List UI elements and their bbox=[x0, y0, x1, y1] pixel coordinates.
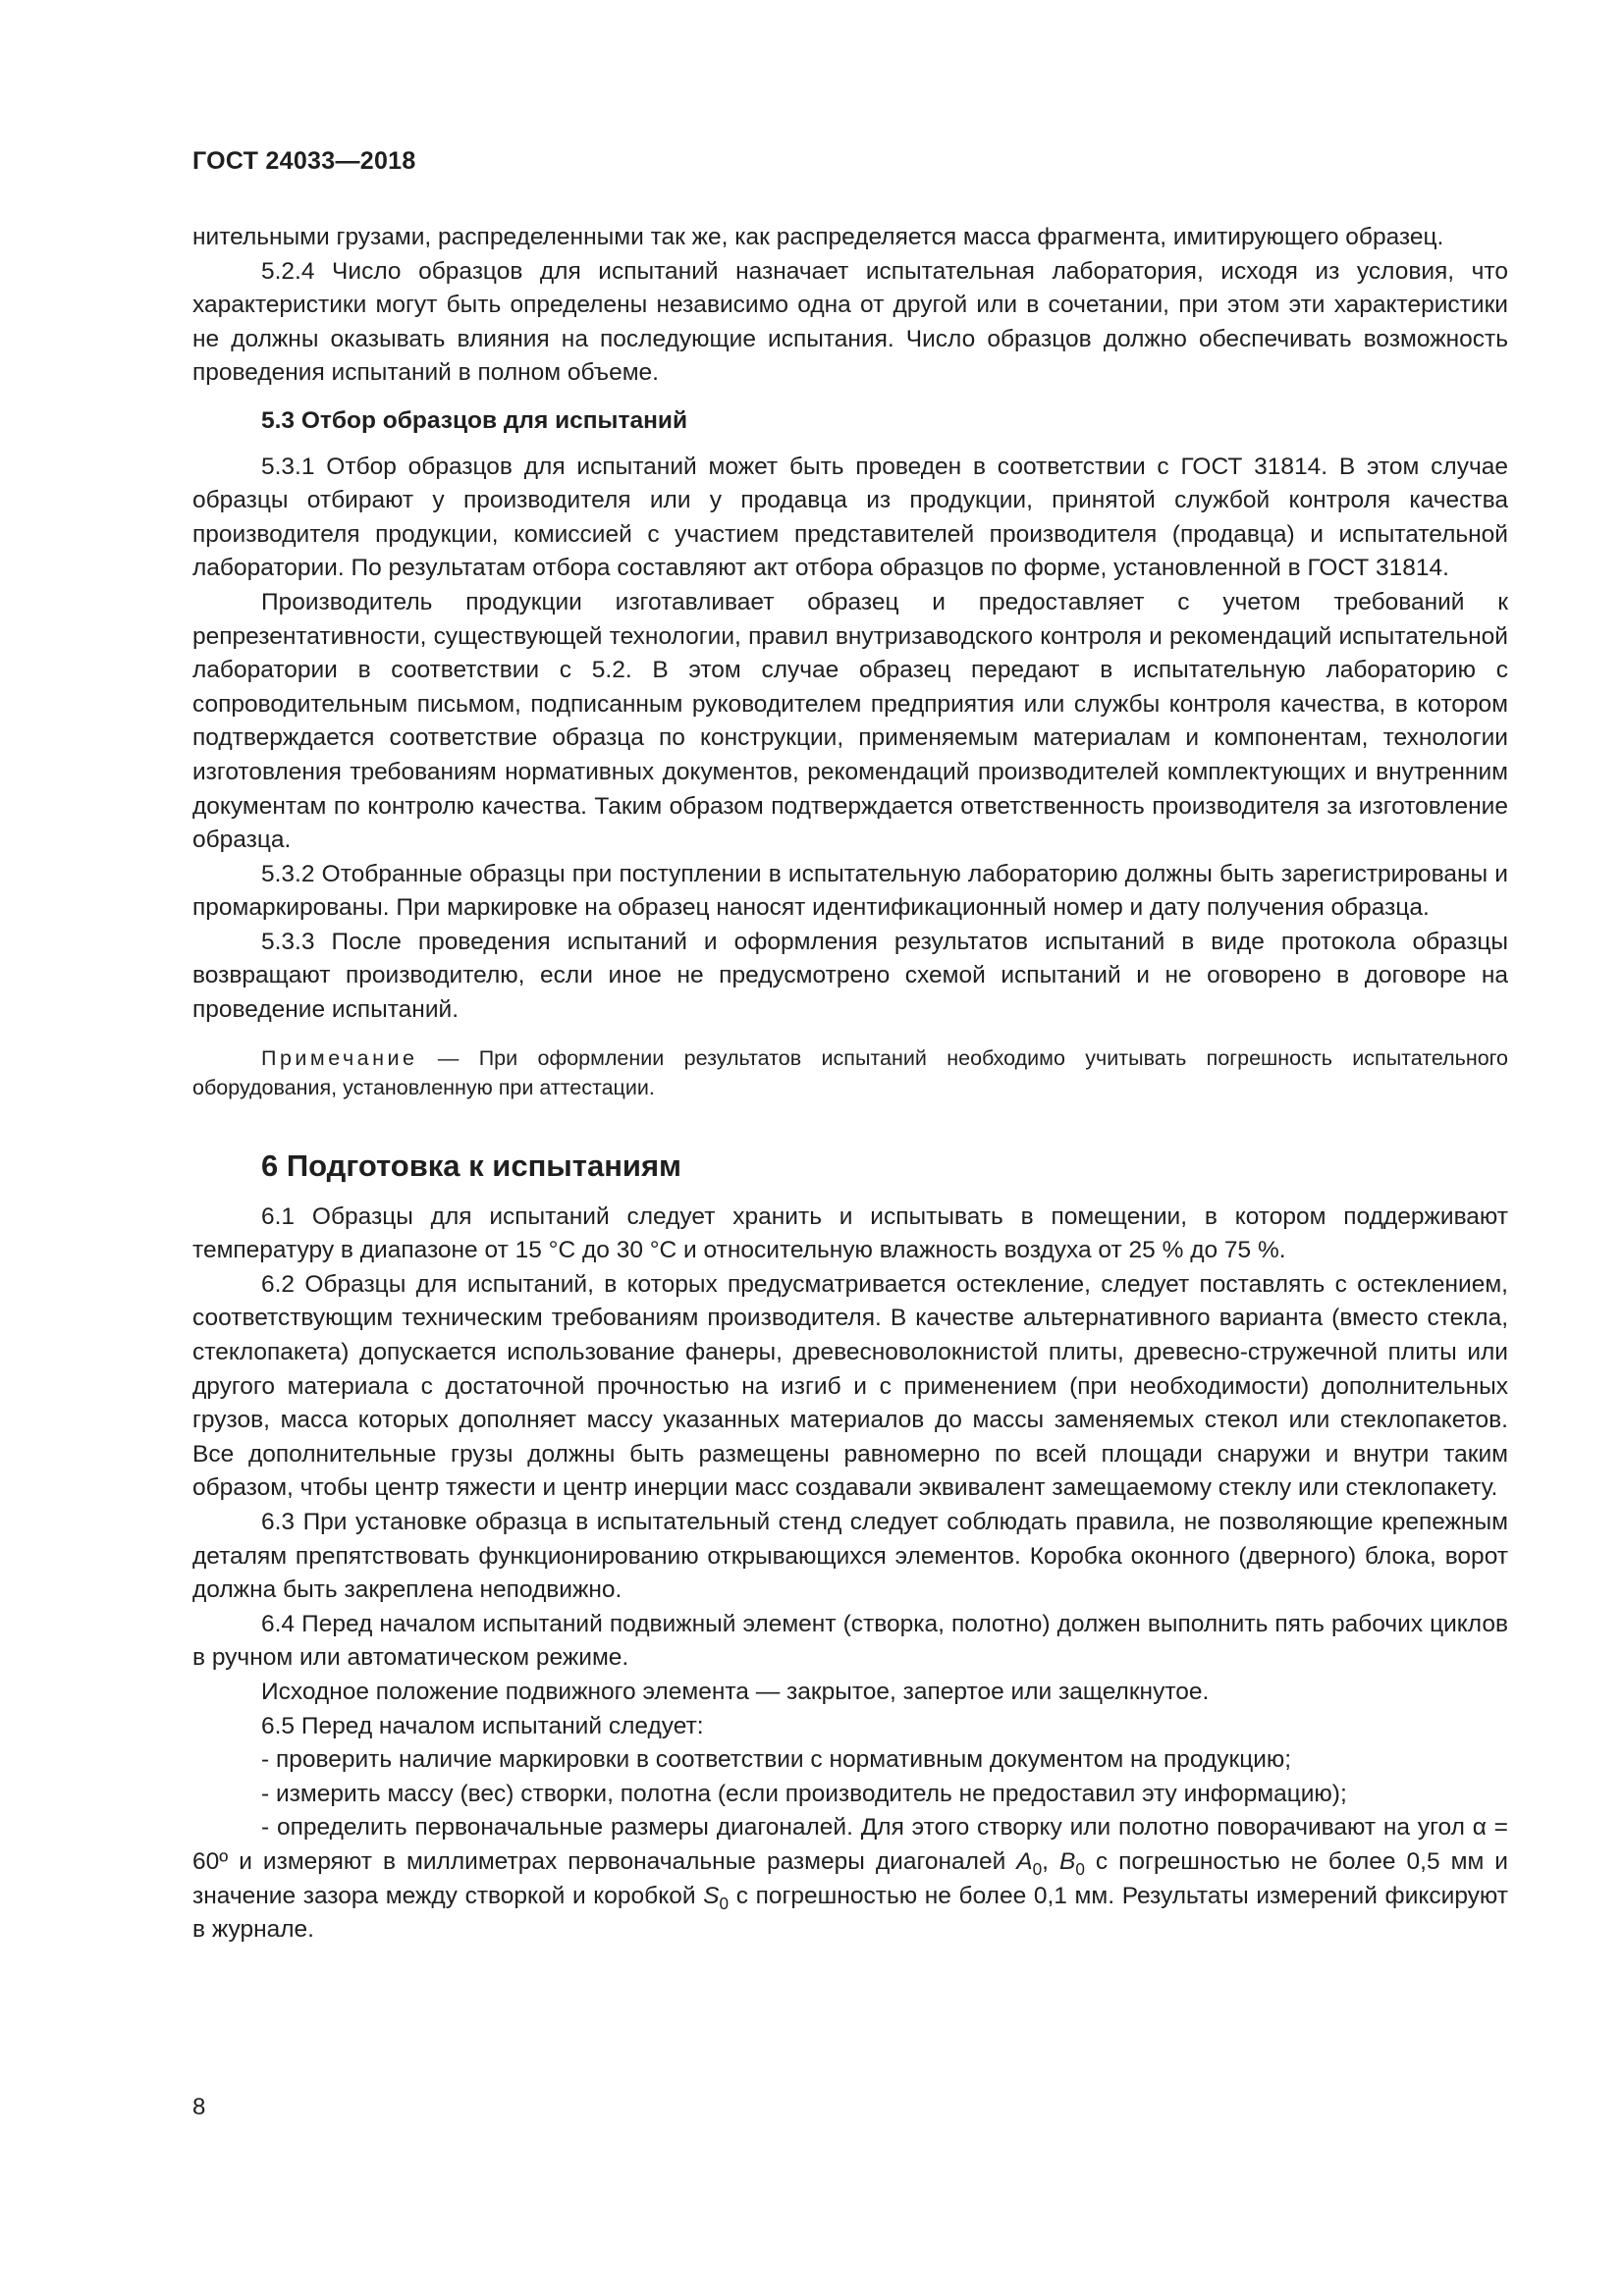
paragraph-5-3-1-manufacturer: Производитель продукции изготавливает образец и предоставляет с учетом требований к репрезентативности, существующей технологии, правил внутризаводского контроля и рекомендаций испытательной лаборатории в соответствии с 5.2. В этом случае образец передают в испытательную лабораторию с сопроводительным письмом, подписанным руководителем предприятия или службы контроля качества, в котором подтверждается соответствие образца по конструкции, применяемым материалам и компонентам, технологии изготовления требованиям нормативных документов, рекомендаций производителей комплектующих и внутренним документам по контролю качества. Таким образом подтверждается ответственность производителя за изготовление образца. bbox=[192, 588, 1508, 854]
list-item-diagonals: - определить первоначальные размеры диагоналей. Для этого створку или полотно поворачивают на угол α = 60º и измеряют в миллиметрах первоначальные размеры диагоналей $A_0$, $B_0$ с погрешностью не более 0,5 мм и значение зазора между створкой и коробкой $S_0$ с погрешностью не более 0,1 мм. Результаты измерений фиксируют в журнале. bbox=[192, 1814, 1508, 1944]
paragraph-6-4: 6.4 Перед началом испытаний подвижный элемент (створка, полотно) должен выполнить пять рабочих циклов в ручном или автоматическом режиме. bbox=[192, 1610, 1508, 1672]
section-heading-6: 6 Подготовка к испытаниям bbox=[261, 1148, 681, 1183]
var-b: B bbox=[1059, 1847, 1076, 1875]
paragraph-5-3-2: 5.3.2 Отобранные образцы при поступлении в испытательную лабораторию должны быть зарегистрированы и промаркированы. При маркировке на образец наносят идентификационный номер и дату получения образца. bbox=[192, 860, 1508, 922]
paragraph-continuation: нительными грузами, распределенными так же, как распределяется масса фрагмента, имитирующего образец. bbox=[192, 224, 1444, 250]
paragraph-6-1: 6.1 Образцы для испытаний следует хранить и испытывать в помещении, в котором поддерживают температуру в диапазоне от 15 °С до 30 °С и относительную влажность воздуха от 25 % до 75 %. bbox=[192, 1202, 1508, 1264]
list-item-marking: - проверить наличие маркировки в соответствии с нормативным документом на продукцию; bbox=[261, 1746, 1292, 1774]
paragraph-6-5: 6.5 Перед началом испытаний следует: bbox=[261, 1712, 704, 1739]
document-code-header: ГОСТ 24033—2018 bbox=[192, 147, 416, 175]
paragraph-5-3-1: 5.3.1 Отбор образцов для испытаний может быть проведен в соответствии с ГОСТ 31814. В этом случае образцы отбирают у производителя или у продавца из продукции, принятой службой контроля качества производителя продукции, комиссией с участием представителей производителя (продавца) и испытательной лаборатории. По результатам отбора составляют акт отбора образцов по форме, установленной в ГОСТ 31814. bbox=[192, 453, 1508, 582]
note-label: Примечание bbox=[261, 1045, 418, 1070]
paragraph-6-3: 6.3 При установке образца в испытательный стенд следует соблюдать правила, не позволяющие крепежным деталям препятствовать функционированию открывающихся элементов. Коробка оконного (дверного) блока, ворот должна быть закреплена неподвижно. bbox=[192, 1509, 1508, 1604]
paragraph-6-2: 6.2 Образцы для испытаний, в которых предусматривается остекление, следует поставлять с остеклением, соответствующим техническим требованиям производителя. В качестве альтернативного варианта (вместо стекла, стеклопакета) допускается использование фанеры, древесноволокнистой плиты, древесно-стружечной плиты или другого материала с достаточной прочностью на изгиб и с применением (при необходимости) дополнительных грузов, масса которых дополняет массу указанных материалов до массы заменяемых стекол или стеклопакетов. Все дополнительные грузы должны быть размещены равномерно по всей площади снаружи и внутри таким образом, чтобы центр тяжести и центр инерции масс создавали эквивалент замещаемому стеклу или стеклопакету. bbox=[192, 1270, 1508, 1502]
list-item-mass: - измерить массу (вес) створки, полотна (если производитель не предоставил эту информацию); bbox=[261, 1780, 1347, 1807]
subsection-heading-5-3: 5.3 Отбор образцов для испытаний bbox=[261, 406, 688, 434]
var-s: S bbox=[703, 1882, 720, 1909]
paragraph-5-2-4: 5.2.4 Число образцов для испытаний назначает испытательная лаборатория, исходя из условия, что характеристики могут быть определены независимо одна от другой или в сочетании, при этом эти характеристики не должны оказывать влияния на последующие испытания. Число образцов должно обеспечивать возможность проведения испытаний в полном объеме. bbox=[192, 257, 1508, 387]
paragraph-5-3-3: 5.3.3 После проведения испытаний и оформления результатов испытаний в виде протокола образцы возвращают производителю, если иное не предусмотрено схемой испытаний и не оговорено в договоре на проведение испытаний. bbox=[192, 928, 1508, 1024]
var-a: A bbox=[1016, 1847, 1033, 1875]
page-content bbox=[192, 221, 1508, 1948]
note-block bbox=[192, 1043, 1508, 1102]
alpha-symbol: α bbox=[1472, 1814, 1487, 1842]
paragraph-initial-position: Исходное положение подвижного элемента — закрытое, запертое или защелкнутое. bbox=[261, 1678, 1210, 1705]
note-text: — При оформлении результатов испытаний необходимо учитывать погрешность испытательного оборудования, установленную при аттестации. bbox=[192, 1045, 1508, 1099]
page-number: 8 bbox=[192, 2094, 206, 2120]
